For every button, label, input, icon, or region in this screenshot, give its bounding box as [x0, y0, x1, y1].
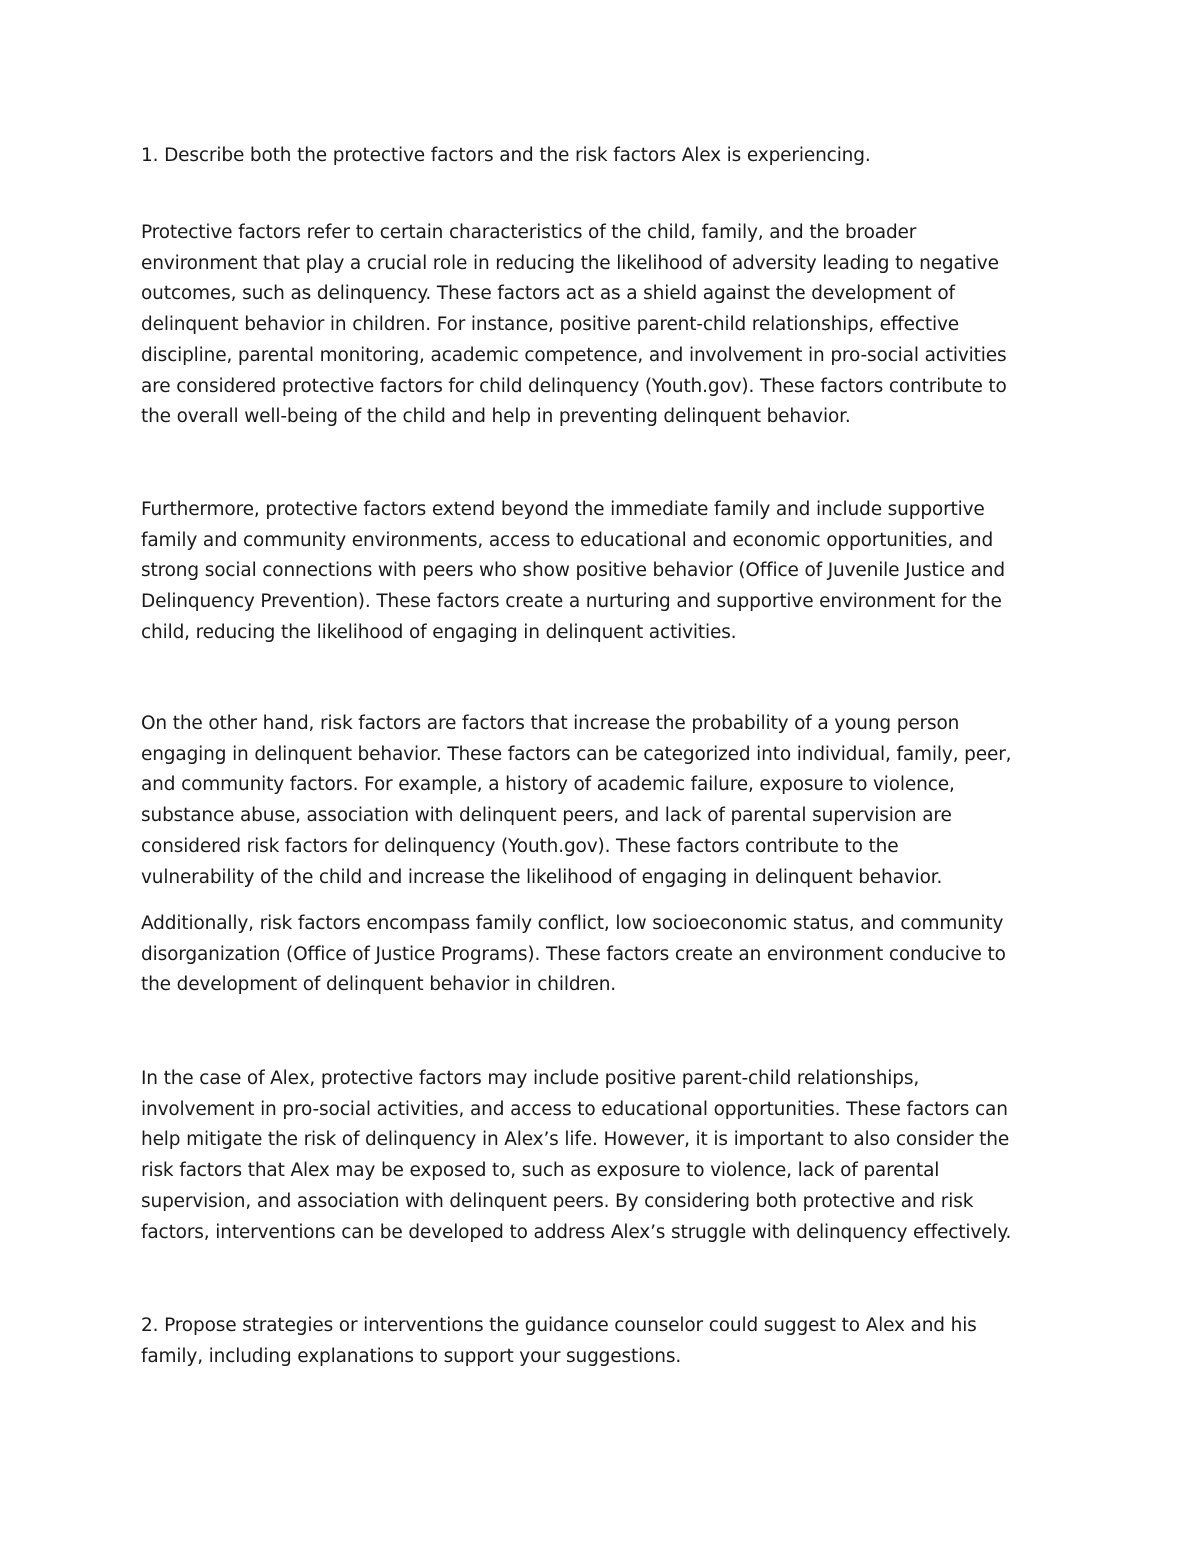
- alex-case-paragraph: In the case of Alex, protective factors may include positive parent-child relationships, involvement in pro-social activities, and access to educational opportunities. These factors can help mitigate the risk of delinquency in Alex’s life. However, it is important to also consider the risk factors that Alex may be exposed to, such as exposure to violence, lack of parental supervision, and association with delinquent peers. By considering both protective and risk factors, interventions can be developed to address Alex’s struggle with delinquency effectively.: [141, 1068, 1012, 1243]
- risk-factors-paragraph: On the other hand, risk factors are factors that increase the probability of a young person engaging in delinquent behavior. These factors can be categorized into individual, family, peer, and community factors. For example, a history of academic failure, exposure to violence, substance abuse, association with delinquent peers, and lack of parental supervision are considered risk factors for delinquency (Youth.gov). These factors contribute to the vulnerability of the child and increase the likelihood of engaging in delinquent behavior.: [141, 713, 1012, 888]
- protective-factors-extended-paragraph: Furthermore, protective factors extend beyond the immediate family and include supportive family and community environments, access to educational and economic opportunities, and strong social connections with peers who show positive behavior (Office of Juvenile Justice and Delinquency Prevention). These factors create a nurturing and supportive environment for the child, reducing the likelihood of engaging in delinquent activities.: [141, 499, 1005, 643]
- risk-factors-additional-paragraph: Additionally, risk factors encompass family conflict, low socioeconomic status, and community disorganization (Office of Justice Programs). These factors create an environment conducive to the development of delinquent behavior in children.: [141, 913, 1006, 996]
- question-1-heading: 1. Describe both the protective factors and the risk factors Alex is experiencing.: [141, 145, 871, 166]
- question-2-heading: 2. Propose strategies or interventions the guidance counselor could suggest to Alex and his family, including explanations to support your suggestions.: [141, 1315, 977, 1367]
- protective-factors-paragraph: Protective factors refer to certain characteristics of the child, family, and the broader environment that play a crucial role in reducing the likelihood of adversity leading to negative outcomes, such as delinquency. These factors act as a shield against the development of delinquent behavior in children. For instance, positive parent-child relationships, effective discipline, parental monitoring, academic competence, and involvement in pro-social activities are considered protective factors for child delinquency (Youth.gov). These factors contribute to the overall well-being of the child and help in preventing delinquent behavior.: [141, 222, 1007, 428]
